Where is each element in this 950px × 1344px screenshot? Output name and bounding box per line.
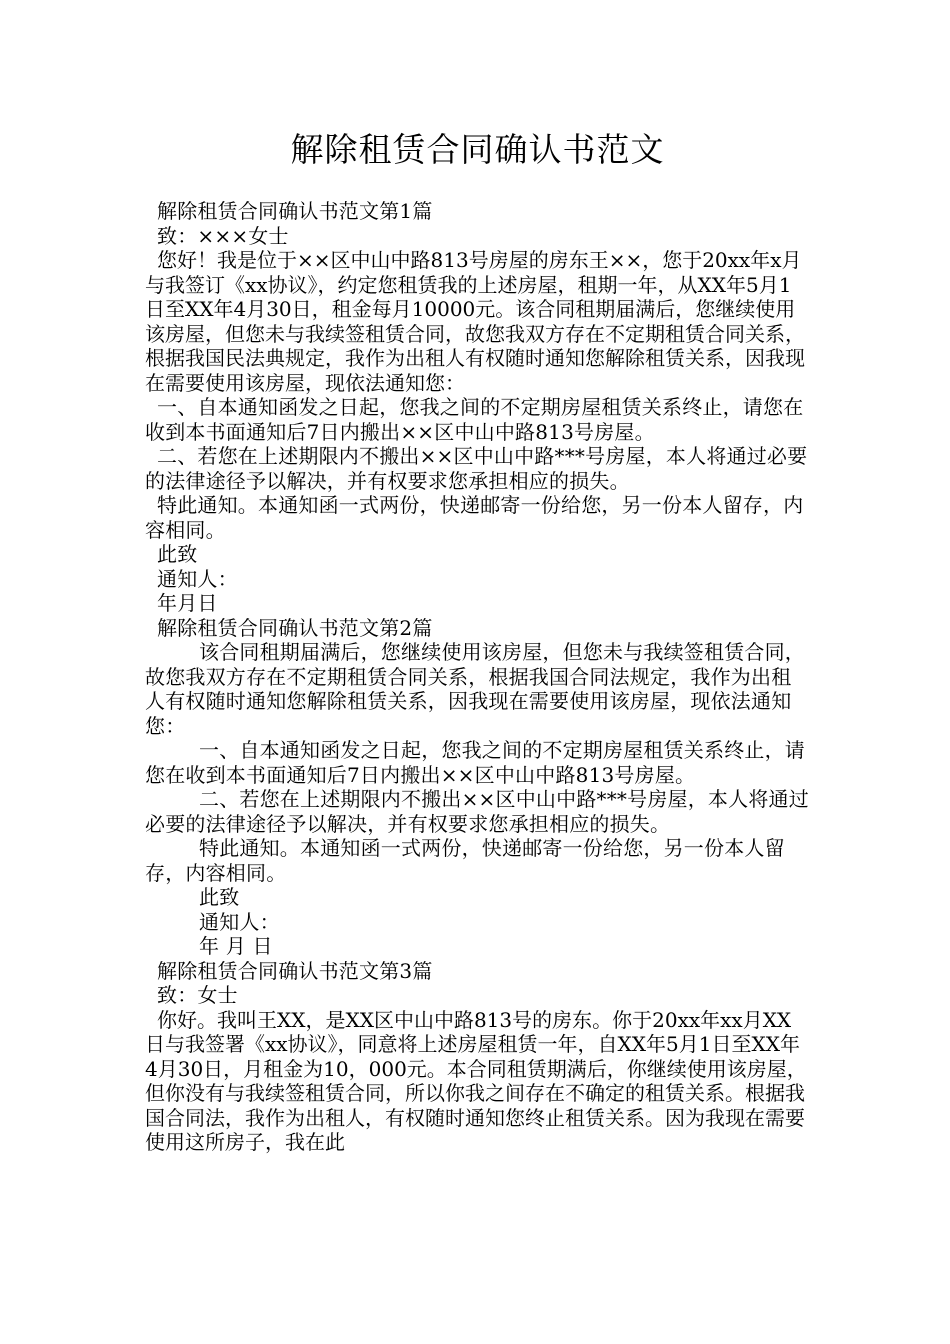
salutation-3: 致：女士	[157, 983, 238, 1007]
paragraph-1-item-2: 二、若您在上述期限内不搬出××区中山中路***号房屋，本人将通过必要的法律途径予以解决，并有权要求您承担相应的损失。	[145, 444, 808, 493]
section-heading-2: 解除租赁合同确认书范文第2篇	[157, 615, 433, 640]
closing-2: 此致	[199, 885, 240, 909]
paragraph-2-body: 该合同租期届满后，您继续使用该房屋，但您未与我续签租赁合同，故您我双方存在不定期租赁合同关系，根据我国合同法规定，我作为出租人有权随时通知您解除租赁关系，因我现在需要使用该房屋，现依法通知您：	[145, 640, 805, 738]
date-2: 年 月 日	[199, 934, 273, 958]
signer-2: 通知人：	[199, 909, 280, 934]
date-1: 年月日	[157, 591, 218, 615]
document-body	[145, 199, 810, 1155]
paragraph-2-notice: 特此通知。本通知函一式两份，快递邮寄一份给您，另一份本人留存，内容相同。	[145, 836, 785, 885]
section-heading-3: 解除租赁合同确认书范文第3篇	[157, 958, 433, 983]
paragraph-1-notice: 特此通知。本通知函一式两份，快递邮寄一份给您，另一份本人留存，内容相同。	[145, 493, 804, 542]
section-heading-1: 解除租赁合同确认书范文第1篇	[157, 199, 433, 223]
salutation-1: 致：×××女士	[157, 223, 289, 248]
signer-1: 通知人：	[157, 566, 238, 591]
document-title: 解除租赁合同确认书范文	[290, 130, 665, 169]
paragraph-1-item-1: 一、自本通知函发之日起，您我之间的不定期房屋租赁关系终止，请您在收到本书面通知后7日内搬出××区中山中路813号房屋。	[145, 395, 804, 444]
paragraph-3-body: 你好。我叫王XX，是XX区中山中路813号的房东。你于20xx年xx月XX日与我签署《xx协议》，同意将上述房屋租赁一年，自XX年5月1日至XX年4月30日，月租金为10，000元。本合同租赁期满后，你继续使用该房屋，但你没有与我续签租赁合同，所以你我之间存在不确定的租赁关系。根据我国合同法，我作为出租人，有权随时通知您终止租赁关系。因为我现在需要使用这所房子，我在此	[145, 1007, 807, 1154]
paragraph-2-item-2: 二、若您在上述期限内不搬出××区中山中路***号房屋，本人将通过必要的法律途径予以解决，并有权要求您承担相应的损失。	[145, 787, 809, 836]
paragraph-2-item-1: 一、自本通知函发之日起，您我之间的不定期房屋租赁关系终止，请您在收到本书面通知后7日内搬出××区中山中路813号房屋。	[145, 738, 805, 787]
closing-1: 此致	[157, 542, 198, 566]
paragraph-1-body: 您好！我是位于××区中山中路813号房屋的房东王××，您于20xx年x月与我签订《xx协议》，约定您租赁我的上述房屋，租期一年，从XX年5月1日至XX年4月30日，租金每月10000元。该合同租期届满后，您继续使用该房屋，但您未与我续签租赁合同，故您我双方存在不定期租赁合同关系，根据我国民法典规定，我作为出租人有权随时通知您解除租赁关系，因我现在需要使用该房屋，现依法通知您：	[145, 248, 805, 395]
